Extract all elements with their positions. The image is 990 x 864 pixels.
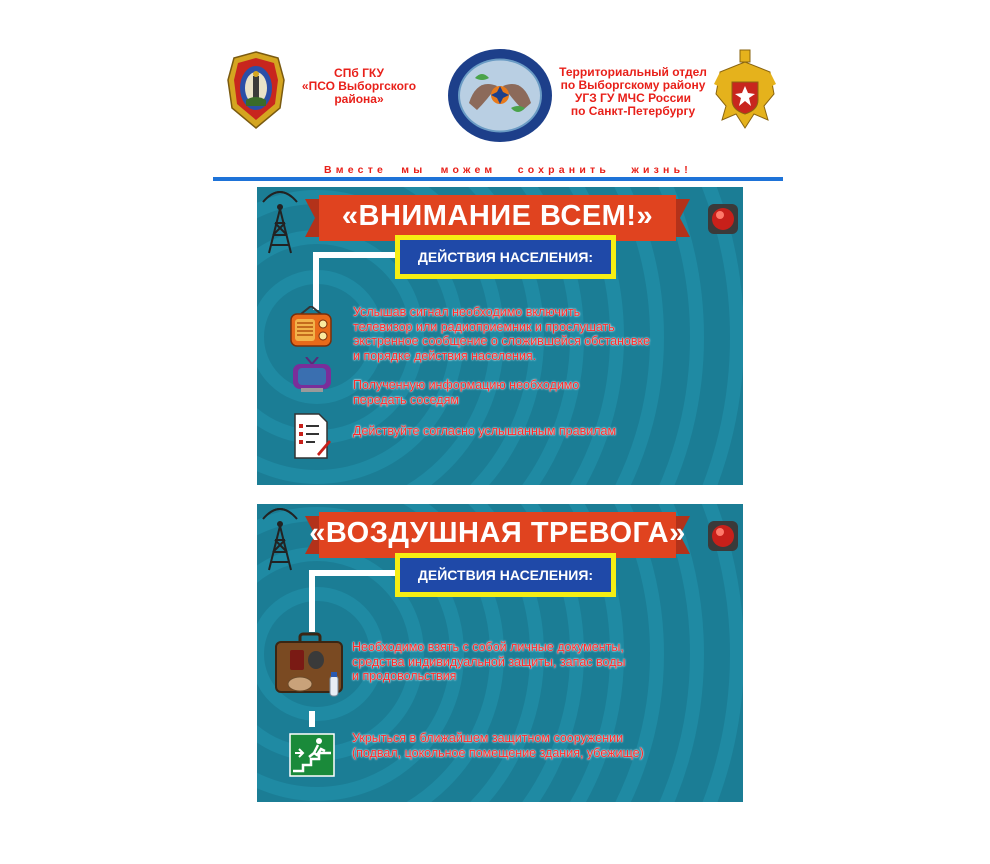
exit-stairs-icon	[289, 733, 335, 777]
actions-label-box: ДЕЙСТВИЯ НАСЕЛЕНИЯ:	[395, 235, 616, 279]
item-text: Услышав сигнал необходимо включить телевизор или радиоприемник и прослушать экстренное сообщение о сложившейся обстановке и порядке действия населения.	[353, 305, 651, 363]
siren-icon	[707, 203, 739, 235]
radio-icon	[289, 306, 333, 348]
header-divider	[213, 177, 783, 181]
right-org-name: Территориальный отдел по Выборгскому району УГЗ ГУ МЧС России по Санкт-Петербургу	[559, 65, 707, 118]
radio-tower-icon	[259, 506, 301, 572]
siren-icon	[707, 520, 739, 552]
header	[0, 0, 990, 185]
pso-emblem-icon	[226, 50, 286, 130]
title-ribbon	[305, 512, 690, 558]
radio-tower-icon	[259, 189, 301, 255]
panel-title: «ВНИМАНИЕ ВСЕМ!»	[341, 200, 654, 232]
panel-title: «ВОЗДУШНАЯ ТРЕВОГА»	[309, 517, 686, 549]
item-text: Укрыться в ближайшем защитном сооружении (подвал, цокольное помещение здания, убежище)	[352, 731, 644, 760]
tv-icon	[292, 357, 332, 393]
item-text: Необходимо взять с собой личные документы, средства индивидуальной защиты, запас воды и продовольствия	[352, 640, 626, 683]
panel-air-raid-alert	[257, 504, 743, 802]
connector-line	[309, 570, 315, 632]
checklist-icon	[293, 412, 331, 460]
actions-label-box: ДЕЙСТВИЯ НАСЕЛЕНИЯ:	[395, 553, 616, 597]
connector-line	[313, 252, 319, 310]
safety-year-emblem-icon	[447, 48, 553, 143]
suitcase-icon	[274, 632, 346, 698]
connector-line	[313, 252, 397, 258]
slogan: Вместе мы можем сохранить жизнь!	[324, 164, 692, 176]
connector-line	[309, 570, 397, 576]
connector-line	[309, 711, 315, 727]
item-text: Полученную информацию необходимо передать соседям	[353, 378, 580, 407]
item-text: Действуйте согласно услышанным правилам	[353, 424, 617, 438]
left-org-name: СПб ГКУ «ПСО Выборгского района»	[301, 66, 417, 106]
mchs-eagle-emblem-icon	[712, 48, 778, 132]
panel-attention-all	[257, 187, 743, 485]
